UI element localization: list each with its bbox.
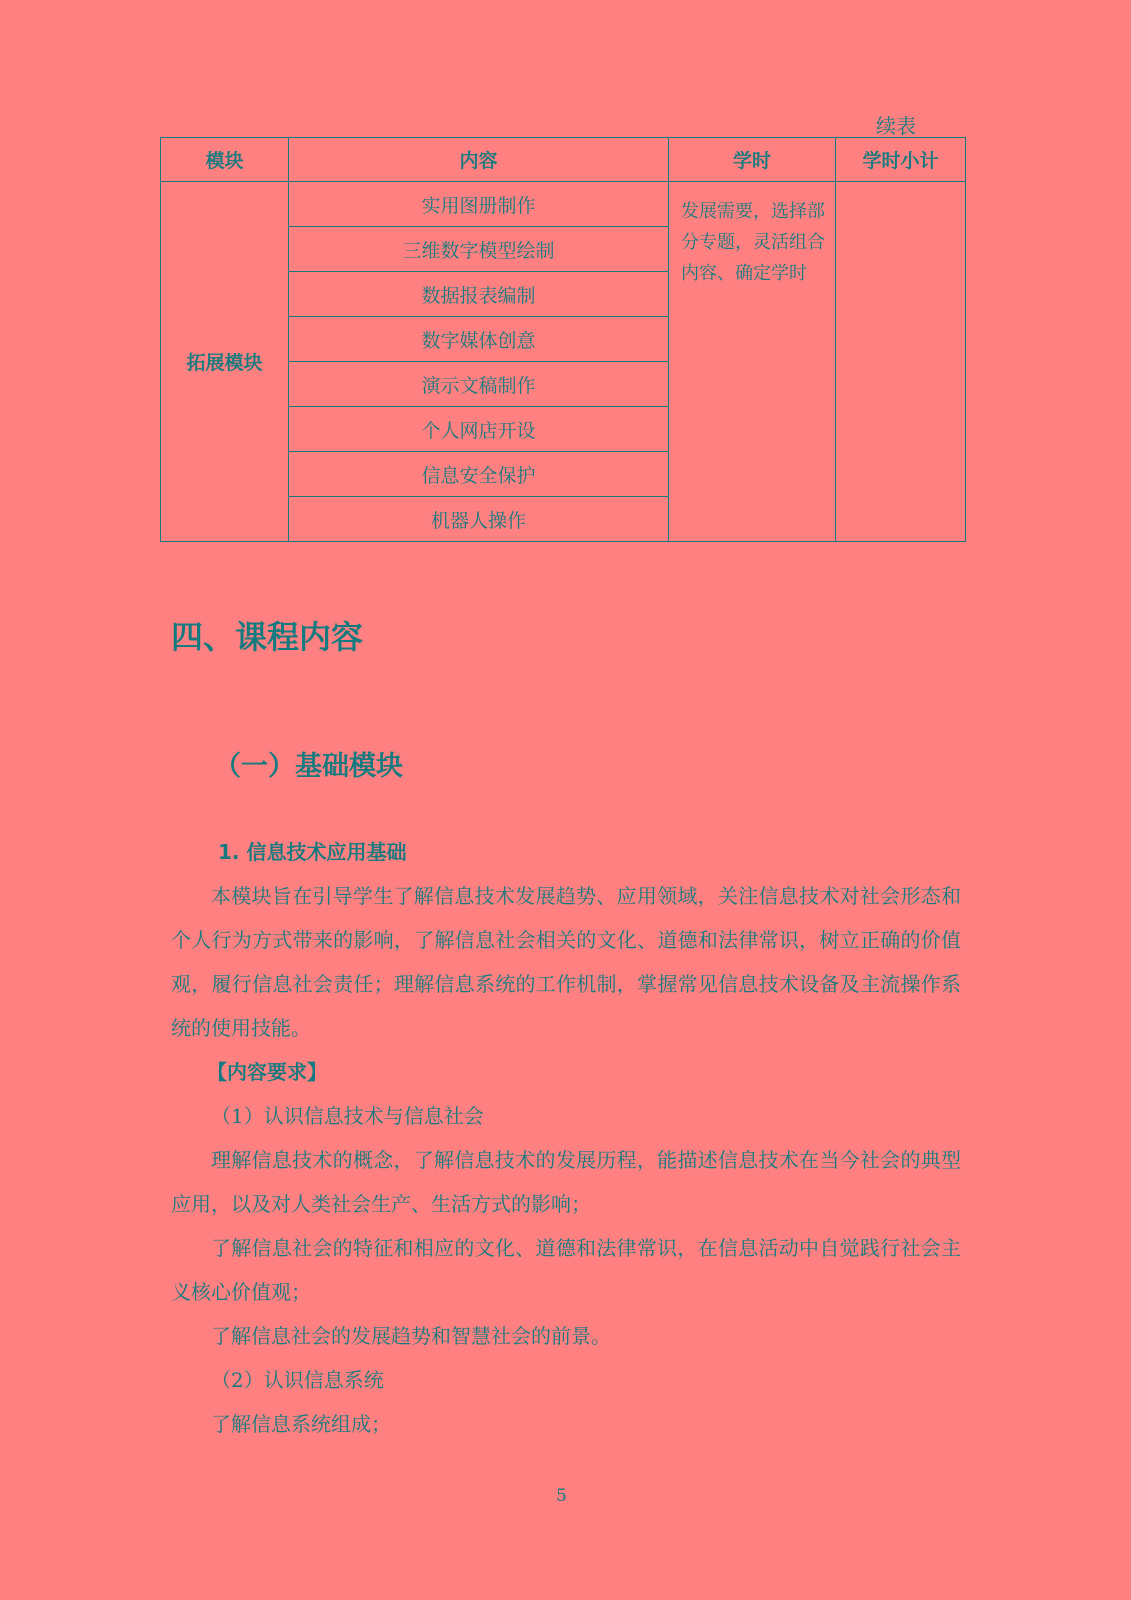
content-cell: 三维数字模型绘制 — [289, 227, 669, 272]
content-cell: 演示文稿制作 — [289, 362, 669, 407]
hours-cell — [669, 182, 836, 542]
intro-paragraph: 本模块旨在引导学生了解信息技术发展趋势、应用领域，关注信息技术对社会形态和个人行为方式带来的影响，了解信息社会相关的文化、道德和法律常识，树立正确的价值观，履行信息社会责任；理解信息系统的工作机制，掌握常见信息技术设备及主流操作系统的使用技能。 — [171, 884, 961, 1040]
header-content: 内容 — [289, 138, 669, 182]
content-cell: 数据报表编制 — [289, 272, 669, 317]
header-hours: 学时 — [669, 138, 836, 182]
table-header-row — [161, 138, 966, 182]
table-row — [161, 182, 966, 227]
hours-line: 内容、确定学时 — [681, 263, 807, 284]
subtotal-cell — [836, 182, 966, 542]
page-number: 5 — [556, 1486, 567, 1506]
module-name-cell: 拓展模块 — [161, 182, 289, 542]
paragraph: 了解信息系统组成； — [211, 1412, 391, 1436]
paragraph: 理解信息技术的概念，了解信息技术的发展历程，能描述信息技术在当今社会的典型应用，以及对人类社会生产、生活方式的影响； — [171, 1148, 961, 1216]
content-cell: 实用图册制作 — [289, 182, 669, 227]
requirements-label: 【内容要求】 — [207, 1060, 327, 1084]
subsection-title: （一）基础模块 — [214, 751, 403, 782]
section-title: 四、课程内容 — [171, 618, 364, 656]
continued-label: 续表 — [876, 114, 916, 138]
header-module: 模块 — [161, 138, 289, 182]
content-cell: 机器人操作 — [289, 497, 669, 542]
body-text — [171, 874, 961, 1446]
module-table — [160, 137, 966, 542]
content-cell: 个人网店开设 — [289, 407, 669, 452]
item-title: （1）认识信息技术与信息社会 — [211, 1104, 484, 1128]
content-cell: 信息安全保护 — [289, 452, 669, 497]
topic-title: 1. 信息技术应用基础 — [218, 840, 407, 864]
paragraph: 了解信息社会的发展趋势和智慧社会的前景。 — [211, 1324, 611, 1348]
hours-line: 分专题，灵活组合 — [681, 232, 825, 253]
header-subtotal: 学时小计 — [836, 138, 966, 182]
item-title: （2）认识信息系统 — [211, 1368, 384, 1392]
paragraph: 了解信息社会的特征和相应的文化、道德和法律常识，在信息活动中自觉践行社会主义核心价值观； — [171, 1236, 961, 1304]
hours-line: 发展需要，选择部 — [681, 201, 825, 222]
content-cell: 数字媒体创意 — [289, 317, 669, 362]
